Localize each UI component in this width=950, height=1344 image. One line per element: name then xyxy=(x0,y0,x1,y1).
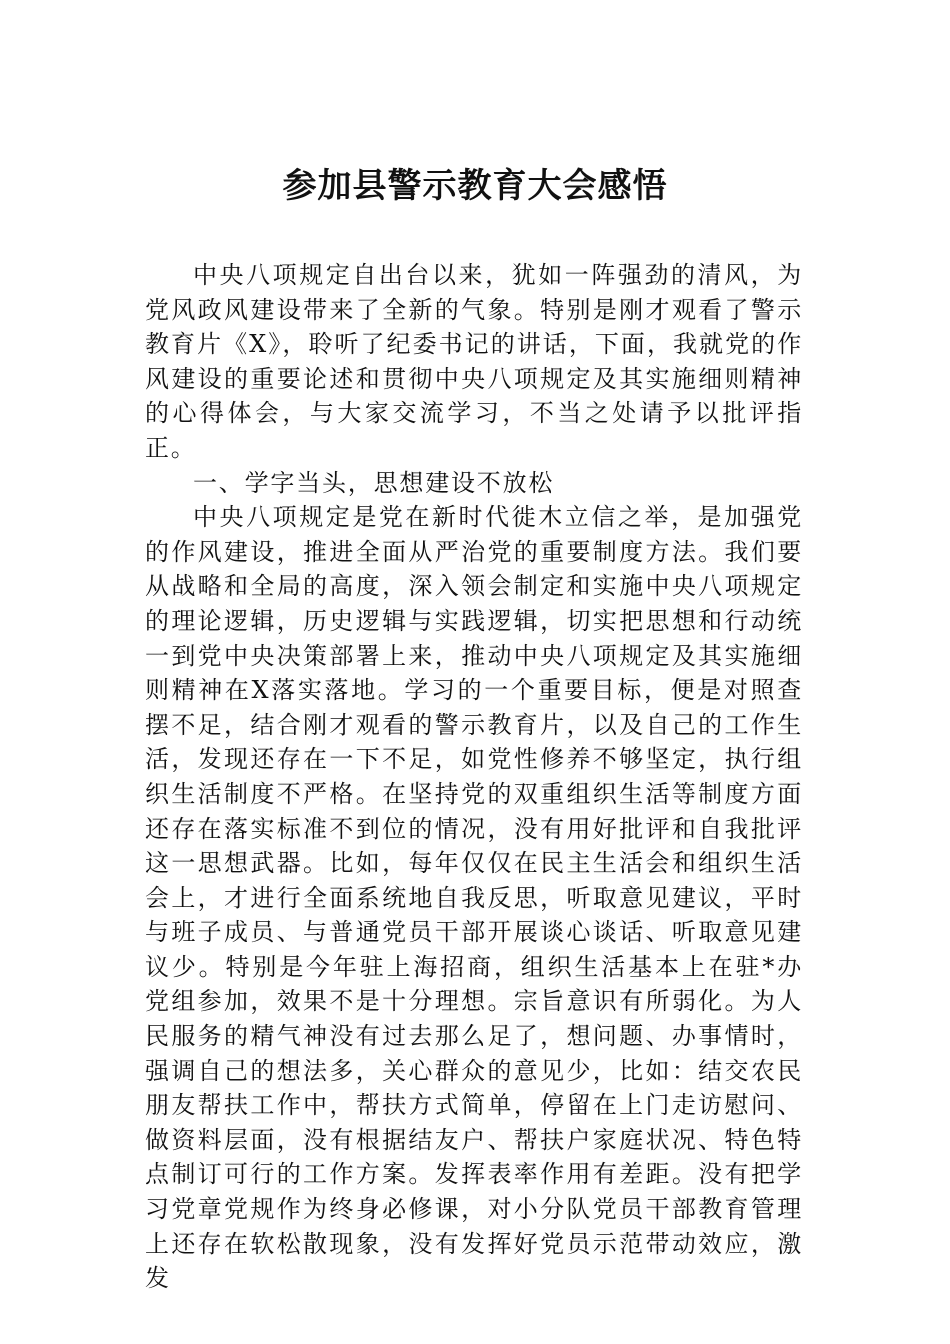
body-paragraph: 中央八项规定是党在新时代徙木立信之举，是加强党的作风建设，推进全面从严治党的重要制度方法。我们要从战略和全局的高度，深入领会制定和实施中央八项规定的理论逻辑，历史逻辑与实践逻辑，切实把思想和行动统一到党中央决策部署上来，推动中央八项规定及其实施细则精神在X落实落地。学习的一个重要目标，便是对照查摆不足，结合刚才观看的警示教育片，以及自己的工作生活，发现还存在一下不足，如党性修养不够坚定，执行组织生活制度不严格。在坚持党的双重组织生活等制度方面还存在落实标准不到位的情况，没有用好批评和自我批评这一思想武器。比如，每年仅仅在民主生活会和组织生活会上，才进行全面系统地自我反思，听取意见建议，平时与班子成员、与普通党员干部开展谈心谈话、听取意见建议少。特别是今年驻上海招商，组织生活基本上在驻*办党组参加，效果不是十分理想。宗旨意识有所弱化。为人民服务的精气神没有过去那么足了，想问题、办事情时，强调自己的想法多，关心群众的意见少，比如：结交农民朋友帮扶工作中，帮扶方式简单，停留在上门走访慰问、做资料层面，没有根据结友户、帮扶户家庭状况、特色特点制订可行的工作方案。发挥表率作用有差距。没有把学习党章党规作为终身必修课，对小分队党员干部教育管理上还存在软松散现象，没有发挥好党员示范带动效应，激发 xyxy=(145,503,803,1293)
document-body xyxy=(145,258,803,1296)
document-title: 参加县警示教育大会感悟 xyxy=(282,166,668,206)
intro-paragraph: 中央八项规定自出台以来，犹如一阵强劲的清风，为党风政风建设带来了全新的气象。特别是刚才观看了警示教育片《X》，聆听了纪委书记的讲话，下面，我就党的作风建设的重要论述和贯彻中央八项规定及其实施细则精神的心得体会，与大家交流学习，不当之处请予以批评指正。 xyxy=(145,261,803,462)
section-heading: 一、学字当头，思想建设不放松 xyxy=(193,468,555,497)
